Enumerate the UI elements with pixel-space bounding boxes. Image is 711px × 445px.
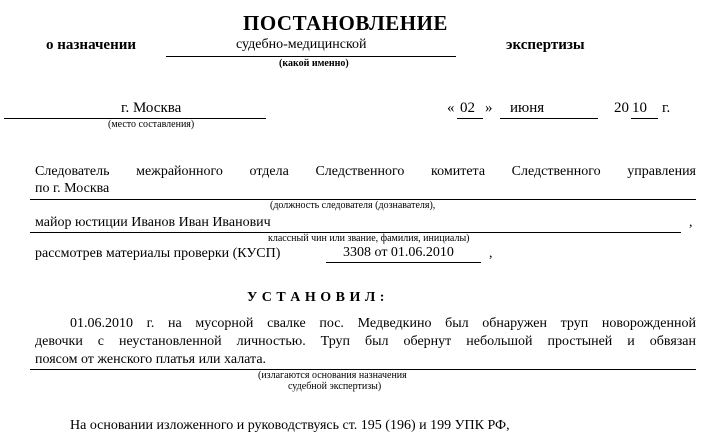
date-quote-open: « — [447, 100, 455, 116]
established-heading: У С Т А Н О В И Л : — [247, 290, 385, 305]
review-comma: , — [489, 246, 493, 261]
date-year-unit: г. — [662, 100, 671, 116]
expertise-type-underline — [166, 56, 456, 57]
established-line-2: девочки с неустановленной личностью. Труп был обернут небольшой простыней и обвязан — [35, 334, 696, 349]
established-line-3: поясом от женского платья или халата. — [35, 352, 267, 367]
investigator-name: майор юстиции Иванов Иван Иванович — [35, 215, 271, 230]
appointment-prefix: о назначении — [46, 37, 137, 53]
expertise-type-value: судебно-медицинской — [236, 37, 367, 52]
investigator-name-caption: классный чин или звание, фамилия, инициалы) — [268, 233, 470, 244]
date-year-underline — [631, 118, 658, 119]
date-day-underline — [457, 118, 483, 119]
basis-text: На основании изложенного и руководствуясь ст. 195 (196) и 199 УПК РФ, — [70, 418, 510, 433]
review-label: рассмотрев материалы проверки (КУСП) — [35, 246, 281, 261]
investigator-position-caption: (должность следователя (дознавателя), — [270, 200, 436, 211]
investigator-name-comma: , — [689, 215, 693, 230]
date-year-suffix: 10 — [632, 100, 647, 116]
established-caption-2: судебной экспертизы) — [288, 381, 382, 392]
expertise-suffix: экспертизы — [506, 37, 585, 53]
date-month-underline — [500, 118, 598, 119]
review-value: 3308 от 01.06.2010 — [343, 245, 454, 260]
date-month: июня — [510, 100, 545, 116]
document-title: ПОСТАНОВЛЕНИЕ — [243, 11, 448, 35]
date-year-prefix: 20 — [614, 100, 629, 116]
investigator-line-2: по г. Москва — [35, 181, 110, 196]
review-underline — [326, 262, 481, 263]
established-caption-1: (излагаются основания назначения — [258, 370, 407, 381]
established-line-1: 01.06.2010 г. на мусорной свалке пос. Медведкино был обнаружен труп новорожденной — [70, 316, 696, 331]
place-value: г. Москва — [121, 100, 182, 116]
date-day: 02 — [460, 100, 475, 116]
expertise-type-caption: (какой именно) — [279, 58, 349, 69]
date-quote-close: » — [485, 100, 493, 116]
place-caption: (место составления) — [108, 119, 195, 130]
investigator-line-1: Следователь межрайонного отдела Следственного комитета Следственного управления — [35, 164, 696, 179]
